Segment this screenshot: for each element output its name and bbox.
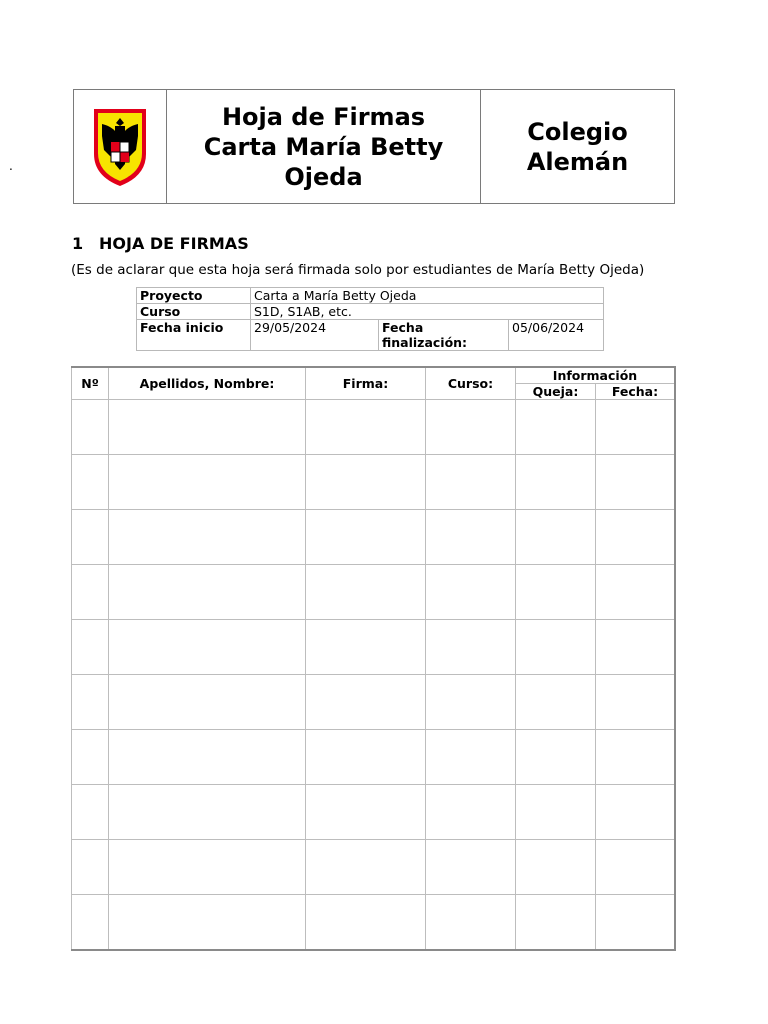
fecha-fin-value: 05/06/2024 — [509, 320, 604, 351]
fecha-inicio-value: 29/05/2024 — [251, 320, 379, 351]
school-line: Alemán — [526, 147, 629, 176]
fecha-inicio-label: Fecha inicio — [137, 320, 251, 351]
info-row — [137, 304, 604, 320]
row-signature-cell — [306, 895, 426, 951]
row-complaint-cell — [516, 510, 596, 565]
row-number-cell — [72, 730, 109, 785]
row-complaint-cell — [516, 400, 596, 455]
row-name-cell — [109, 400, 306, 455]
row-date-cell — [596, 840, 676, 895]
col-complaint-header: Queja: — [516, 384, 596, 400]
proyecto-label: Proyecto — [137, 288, 251, 304]
table-row — [72, 840, 676, 895]
table-row — [72, 620, 676, 675]
title-line: Carta María Betty — [203, 132, 444, 161]
school-name — [481, 90, 675, 204]
row-number-cell — [72, 565, 109, 620]
fecha-fin-label-line: Fecha — [382, 320, 424, 335]
row-number-cell — [72, 510, 109, 565]
row-date-cell — [596, 730, 676, 785]
row-signature-cell — [306, 675, 426, 730]
row-date-cell — [596, 675, 676, 730]
row-number-cell — [72, 620, 109, 675]
row-complaint-cell — [516, 455, 596, 510]
row-course-cell — [426, 675, 516, 730]
row-number-cell — [72, 400, 109, 455]
row-number-cell — [72, 785, 109, 840]
crest-eagle-icon — [91, 106, 149, 188]
row-complaint-cell — [516, 620, 596, 675]
col-info-header: Información — [516, 367, 676, 384]
row-name-cell — [109, 455, 306, 510]
school-line: Colegio — [527, 117, 628, 146]
table-row — [72, 675, 676, 730]
row-date-cell — [596, 455, 676, 510]
row-number-cell — [72, 840, 109, 895]
row-name-cell — [109, 510, 306, 565]
row-date-cell — [596, 785, 676, 840]
table-row — [72, 400, 676, 455]
project-info-table — [136, 287, 604, 351]
row-course-cell — [426, 400, 516, 455]
row-name-cell — [109, 675, 306, 730]
col-date-header: Fecha: — [596, 384, 676, 400]
section-title: HOJA DE FIRMAS — [99, 234, 249, 253]
row-date-cell — [596, 400, 676, 455]
table-row — [72, 455, 676, 510]
stray-mark: . — [9, 159, 13, 173]
row-complaint-cell — [516, 565, 596, 620]
signature-table — [71, 366, 676, 951]
row-complaint-cell — [516, 785, 596, 840]
table-row — [72, 730, 676, 785]
section-heading — [72, 234, 249, 254]
row-signature-cell — [306, 840, 426, 895]
row-complaint-cell — [516, 895, 596, 951]
row-number-cell — [72, 455, 109, 510]
col-number-header: Nº — [72, 367, 109, 400]
row-complaint-cell — [516, 730, 596, 785]
row-course-cell — [426, 510, 516, 565]
row-signature-cell — [306, 620, 426, 675]
row-signature-cell — [306, 730, 426, 785]
col-course-header: Curso: — [426, 367, 516, 400]
clarification-note: (Es de aclarar que esta hoja será firmada solo por estudiantes de María Betty Ojeda) — [71, 262, 645, 278]
row-complaint-cell — [516, 675, 596, 730]
row-number-cell — [72, 895, 109, 951]
info-row — [137, 320, 604, 351]
row-date-cell — [596, 895, 676, 951]
section-number: 1 — [72, 234, 84, 253]
signature-rows — [72, 400, 676, 951]
row-course-cell — [426, 895, 516, 951]
row-date-cell — [596, 565, 676, 620]
row-name-cell — [109, 895, 306, 951]
row-name-cell — [109, 565, 306, 620]
row-name-cell — [109, 840, 306, 895]
document-header — [73, 89, 675, 204]
row-number-cell — [72, 675, 109, 730]
info-row — [137, 288, 604, 304]
row-course-cell — [426, 730, 516, 785]
curso-label: Curso — [137, 304, 251, 320]
col-name-header: Apellidos, Nombre: — [109, 367, 306, 400]
curso-value: S1D, S1AB, etc. — [251, 304, 604, 320]
row-course-cell — [426, 455, 516, 510]
fecha-fin-label-line: finalización: — [382, 335, 468, 350]
row-course-cell — [426, 840, 516, 895]
col-signature-header: Firma: — [306, 367, 426, 400]
row-date-cell — [596, 620, 676, 675]
row-signature-cell — [306, 455, 426, 510]
row-complaint-cell — [516, 840, 596, 895]
row-name-cell — [109, 785, 306, 840]
table-row — [72, 510, 676, 565]
row-name-cell — [109, 620, 306, 675]
row-signature-cell — [306, 785, 426, 840]
row-signature-cell — [306, 400, 426, 455]
title-line: Hoja de Firmas — [221, 102, 426, 131]
row-course-cell — [426, 565, 516, 620]
logo-cell — [74, 90, 167, 204]
row-course-cell — [426, 620, 516, 675]
table-row — [72, 565, 676, 620]
row-signature-cell — [306, 565, 426, 620]
row-date-cell — [596, 510, 676, 565]
document-title — [167, 90, 481, 204]
proyecto-value: Carta a María Betty Ojeda — [251, 288, 604, 304]
row-course-cell — [426, 785, 516, 840]
table-row — [72, 785, 676, 840]
title-line: Ojeda — [284, 162, 363, 191]
row-name-cell — [109, 730, 306, 785]
table-row — [72, 895, 676, 951]
row-signature-cell — [306, 510, 426, 565]
fecha-fin-label — [379, 320, 509, 351]
